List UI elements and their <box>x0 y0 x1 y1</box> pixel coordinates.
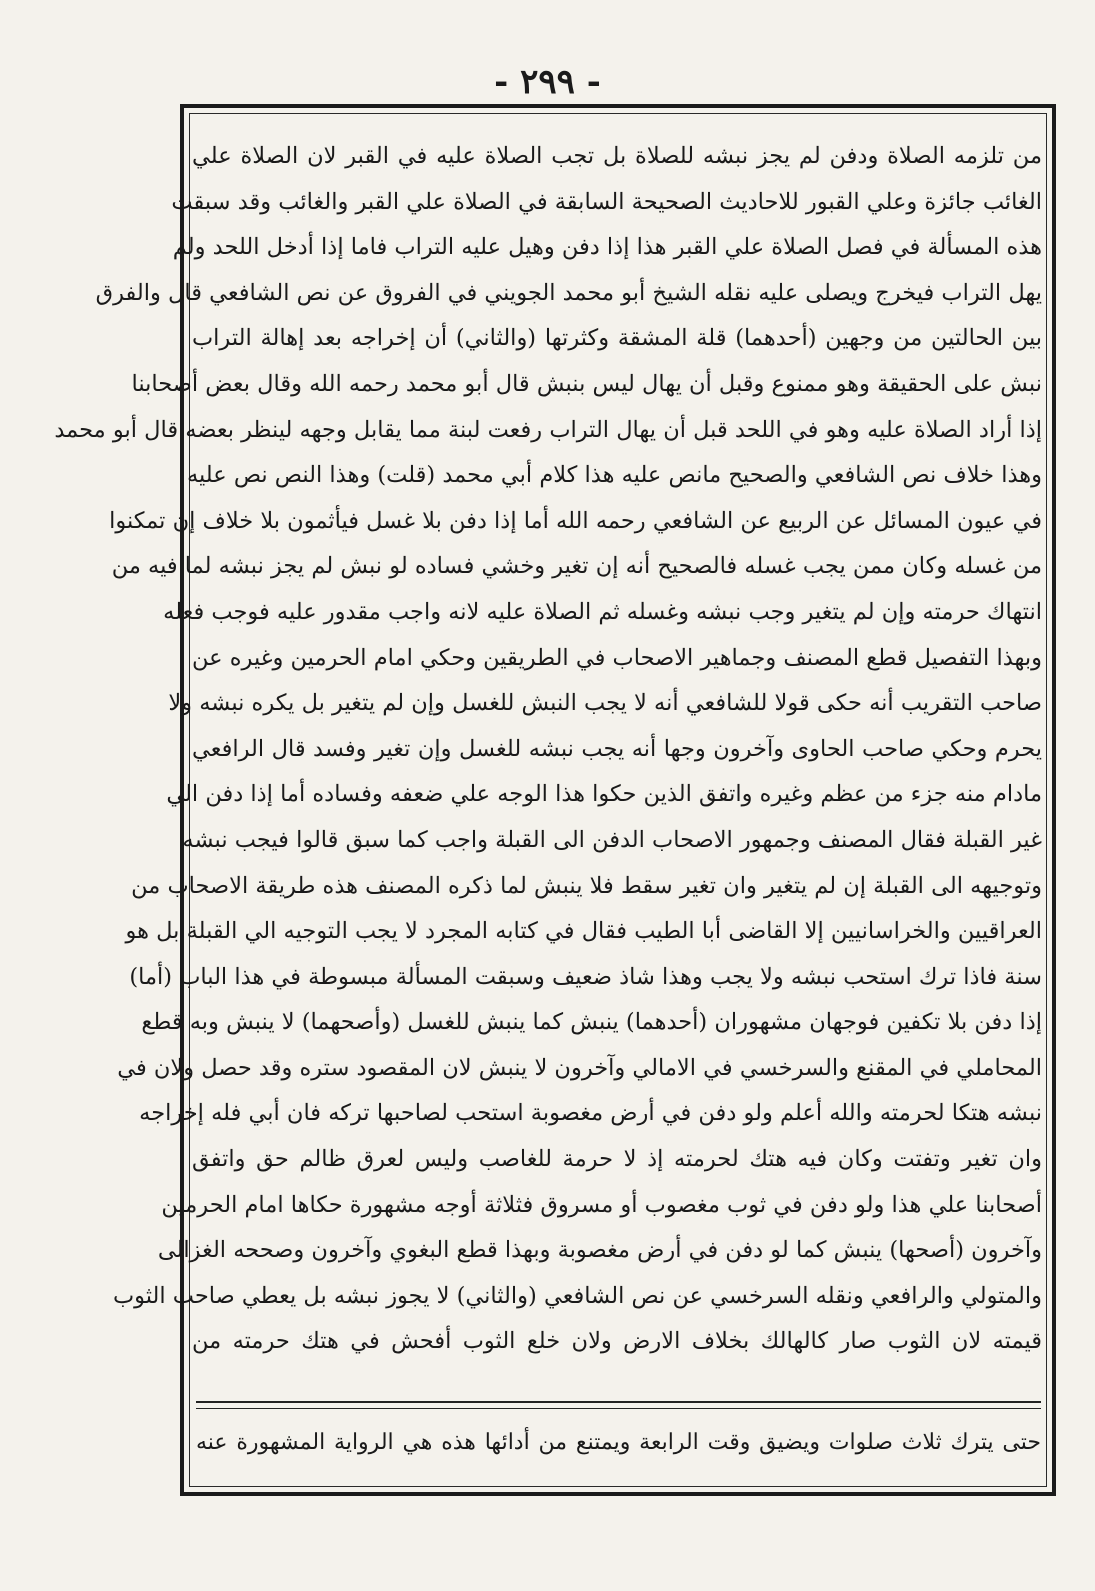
text-line: إذا أراد الصلاة عليه وهو في اللحد قبل أن يهال التراب رفعت لبنة مما يقابل وجهه لينظر بعضه قال أبو محمد <box>54 416 1042 443</box>
text-line: المحاملي في المقنع والسرخسي في الامالي وآخرون لا ينبش لان المقصود ستره وقد حصل ولان في <box>117 1054 1042 1081</box>
footnote: حتى يترك ثلاث صلوات ويضيق وقت الرابعة ويمتنع من أدائها هذه هي الرواية المشهورة عنه <box>196 1430 1041 1455</box>
text-line: نبشه هتكا لحرمته والله أعلم ولو دفن في أرض مغصوبة استحب لصاحبها تركه فان أبي فله إخراجه <box>139 1100 1042 1127</box>
text-line: والمتولي والرافعي ونقله السرخسي عن نص الشافعي (والثاني) لا يجوز نبشه بل يعطي صاحب الثوب <box>112 1282 1042 1309</box>
text-line: صاحب التقريب أنه حكى قولا للشافعي أنه لا يجب النبش للغسل وإن لم يتغير بل يكره نبشه ولا <box>168 690 1042 717</box>
text-line: مادام منه جزء من عظم وغيره واتفق الذين حكوا هذا الوجه علي ضعفه وفساده أما إذا دفن الي <box>166 781 1042 808</box>
text-line: يهل التراب فيخرج ويصلى عليه نقله الشيخ أبو محمد الجويني في الفروق عن نص الشافعي قال والفرق <box>95 279 1042 306</box>
text-line: انتهاك حرمته وإن لم يتغير وجب نبشه وغسله ثم الصلاة عليه لانه واجب مقدور عليه فوجب فعله <box>163 598 1042 625</box>
text-line: من تلزمه الصلاة ودفن لم يجز نبشه للصلاة بل تجب الصلاة عليه في القبر لان الصلاة علي <box>192 143 1042 169</box>
text-line: وآخرون (أصحها) ينبش كما لو دفن في أرض مغصوبة وبهذا قطع البغوي وآخرون وصححه الغزالى <box>157 1237 1042 1264</box>
text-line: وهذا خلاف نص الشافعي والصحيح مانص عليه هذا كلام أبي محمد (قلت) وهذا النص نص عليه <box>186 462 1042 489</box>
text-line: وتوجيهه الى القبلة إن لم يتغير وان تغير سقط فلا ينبش لما ذكره المصنف هذه طريقة الاصحاب من <box>131 872 1042 899</box>
text-line: الغائب جائزة وعلي القبور للاحاديث الصحيحة السابقة في الصلاة علي القبر والغائب وقد سبقت <box>171 188 1042 215</box>
text-line: العراقيين والخراسانيين إلا القاضى أبا الطيب فقال في كتابه المجرد لا يجب التوجيه الي القبلة بل هو <box>125 918 1042 945</box>
text-line: بين الحالتين من وجهين (أحدهما) قلة المشقة وكثرتها (والثاني) أن إخراجه بعد إهالة التراب <box>192 325 1042 352</box>
page-number: - ٢٩٩ - <box>494 62 601 102</box>
text-line: إذا دفن بلا تكفين فوجهان مشهوران (أحدهما) ينبش كما ينبش للغسل (وأصحهما) لا ينبش وبه قطع <box>141 1009 1042 1036</box>
text-line: نبش على الحقيقة وهو ممنوع وقبل أن يهال ليس بنبش قال أبو محمد رحمه الله وقال بعض أصحابنا <box>131 370 1042 397</box>
footnote-divider-second <box>196 1408 1041 1409</box>
text-line: في عيون المسائل عن الربيع عن الشافعي رحمه الله أما إذا دفن بلا غسل فيأثمون بلا خلاف إن تمكنوا <box>109 507 1042 534</box>
main-text <box>54 134 1042 1365</box>
text-line: وبهذا التفصيل قطع المصنف وجماهير الاصحاب في الطريقين وحكي امام الحرمين وغيره عن <box>192 644 1042 671</box>
text-line: هذه المسألة في فصل الصلاة علي القبر هذا إذا دفن وهيل عليه التراب فاما إذا أدخل اللحد ولم <box>172 234 1042 261</box>
text-line: غير القبلة فقال المصنف وجمهور الاصحاب الدفن الى القبلة واجب كما سبق قالوا فيجب نبشه <box>182 826 1042 853</box>
text-line: يحرم وحكي صاحب الحاوى وآخرون وجها أنه يجب نبشه للغسل وإن تغير وفسد قال الرافعي <box>192 735 1042 762</box>
footnote-divider <box>196 1401 1041 1403</box>
text-line: سنة فاذا ترك استحب نبشه ولا يجب وهذا شاذ ضعيف وسبقت المسألة مبسوطة في هذا الباب (أما) <box>129 963 1042 990</box>
text-line: وان تغير وتفتت وكان فيه هتك لحرمته إذ لا حرمة للغاصب وليس لعرق ظالم حق واتفق <box>192 1146 1042 1173</box>
text-line: أصحابنا علي هذا ولو دفن في ثوب مغصوب أو مسروق فثلاثة أوجه مشهورة حكاها امام الحرمين <box>161 1191 1042 1218</box>
text-line: من غسله وكان ممن يجب غسله فالصحيح أنه إن تغير وخشي فساده لو نبش لم يجز نبشه لما فيه من <box>111 553 1042 580</box>
text-line: قيمته لان الثوب صار كالهالك بخلاف الارض ولان خلع الثوب أفحش في هتك حرمته من <box>192 1328 1042 1355</box>
